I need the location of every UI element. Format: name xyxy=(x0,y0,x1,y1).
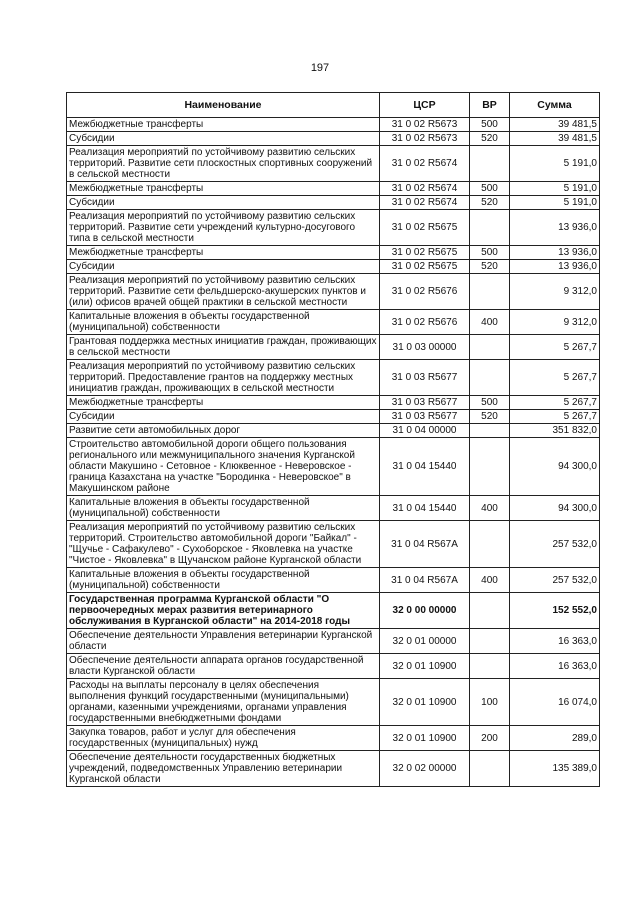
row-vr-cell: 520 xyxy=(470,260,510,274)
header-csr: ЦСР xyxy=(380,93,470,118)
row-csr-cell: 32 0 00 00000 xyxy=(380,593,470,629)
table-row xyxy=(67,568,600,593)
row-sum-cell: 257 532,0 xyxy=(510,521,600,568)
row-csr-cell: 31 0 04 15440 xyxy=(380,496,470,521)
row-name-cell: Капитальные вложения в объекты государственной (муниципальной) собственности xyxy=(67,568,380,593)
row-csr-cell: 31 0 03 R5677 xyxy=(380,410,470,424)
row-csr-cell: 31 0 04 R567A xyxy=(380,568,470,593)
row-sum-cell: 135 389,0 xyxy=(510,751,600,787)
table-row xyxy=(67,593,600,629)
row-vr-cell xyxy=(470,274,510,310)
table-body xyxy=(67,118,600,787)
row-name-cell: Межбюджетные трансферты xyxy=(67,246,380,260)
table-row xyxy=(67,424,600,438)
row-csr-cell: 31 0 02 R5675 xyxy=(380,210,470,246)
table-row xyxy=(67,438,600,496)
row-vr-cell: 400 xyxy=(470,496,510,521)
table-row xyxy=(67,310,600,335)
row-sum-cell: 9 312,0 xyxy=(510,310,600,335)
row-vr-cell xyxy=(470,146,510,182)
row-name-cell: Субсидии xyxy=(67,410,380,424)
row-sum-cell: 9 312,0 xyxy=(510,274,600,310)
table-row xyxy=(67,210,600,246)
row-vr-cell: 520 xyxy=(470,196,510,210)
row-csr-cell: 31 0 02 R5676 xyxy=(380,310,470,335)
row-name-cell: Строительство автомобильной дороги общего пользования регионального или межмуниципального значения Курганской области Макушино - Сетовное - Клюквенное - Неверовское - граница Казахстана на участке "Бородинка - Неверовское" в Макушинском районе xyxy=(67,438,380,496)
row-sum-cell: 5 191,0 xyxy=(510,146,600,182)
row-vr-cell: 500 xyxy=(470,396,510,410)
table-row xyxy=(67,654,600,679)
row-name-cell: Межбюджетные трансферты xyxy=(67,182,380,196)
row-vr-cell: 500 xyxy=(470,182,510,196)
table-row xyxy=(67,410,600,424)
row-sum-cell: 5 267,7 xyxy=(510,396,600,410)
row-name-cell: Грантовая поддержка местных инициатив граждан, проживающих в сельской местности xyxy=(67,335,380,360)
row-vr-cell xyxy=(470,629,510,654)
row-name-cell: Реализация мероприятий по устойчивому развитию сельских территорий. Развитие сети учреждений культурно-досугового типа в сельской местности xyxy=(67,210,380,246)
row-sum-cell: 5 191,0 xyxy=(510,196,600,210)
row-name-cell: Реализация мероприятий по устойчивому развитию сельских территорий. Строительство автомобильной дороги "Байкал" - "Щучье - Сафакулево" - Сухоборское - Яковлевка на участке "Чистое - Яковлевка" в Щучанском районе Курганской области xyxy=(67,521,380,568)
row-csr-cell: 31 0 02 R5674 xyxy=(380,146,470,182)
row-sum-cell: 5 191,0 xyxy=(510,182,600,196)
table-row xyxy=(67,132,600,146)
row-vr-cell xyxy=(470,424,510,438)
row-vr-cell xyxy=(470,360,510,396)
table-row xyxy=(67,521,600,568)
table-row xyxy=(67,679,600,726)
header-vr: ВР xyxy=(470,93,510,118)
table-row xyxy=(67,726,600,751)
row-sum-cell: 152 552,0 xyxy=(510,593,600,629)
table-row xyxy=(67,118,600,132)
row-vr-cell: 200 xyxy=(470,726,510,751)
row-csr-cell: 31 0 02 R5676 xyxy=(380,274,470,310)
row-csr-cell: 31 0 02 R5675 xyxy=(380,260,470,274)
row-sum-cell: 13 936,0 xyxy=(510,260,600,274)
table-row xyxy=(67,146,600,182)
table-header-row xyxy=(67,93,600,118)
row-csr-cell: 31 0 02 R5673 xyxy=(380,118,470,132)
row-name-cell: Реализация мероприятий по устойчивому развитию сельских территорий. Развитие сети плоскостных спортивных сооружений в сельской местности xyxy=(67,146,380,182)
row-name-cell: Государственная программа Курганской области "О первоочередных мерах развития ветеринарного обслуживания в Курганской области" на 2014-2018 годы xyxy=(67,593,380,629)
row-csr-cell: 32 0 01 00000 xyxy=(380,629,470,654)
row-name-cell: Расходы на выплаты персоналу в целях обеспечения выполнения функций государственными (муниципальными) органами, казенными учреждениями, органами управления государственными внебюджетными фондами xyxy=(67,679,380,726)
table-row xyxy=(67,496,600,521)
row-sum-cell: 16 074,0 xyxy=(510,679,600,726)
table-row xyxy=(67,335,600,360)
row-sum-cell: 289,0 xyxy=(510,726,600,751)
row-sum-cell: 5 267,7 xyxy=(510,410,600,424)
row-vr-cell xyxy=(470,521,510,568)
table-row xyxy=(67,629,600,654)
row-vr-cell: 100 xyxy=(470,679,510,726)
table-row xyxy=(67,246,600,260)
row-csr-cell: 31 0 02 R5675 xyxy=(380,246,470,260)
row-csr-cell: 32 0 02 00000 xyxy=(380,751,470,787)
table-row xyxy=(67,182,600,196)
row-sum-cell: 16 363,0 xyxy=(510,629,600,654)
row-csr-cell: 32 0 01 10900 xyxy=(380,726,470,751)
row-sum-cell: 257 532,0 xyxy=(510,568,600,593)
row-csr-cell: 32 0 01 10900 xyxy=(380,654,470,679)
row-csr-cell: 31 0 03 R5677 xyxy=(380,396,470,410)
row-sum-cell: 5 267,7 xyxy=(510,360,600,396)
row-name-cell: Реализация мероприятий по устойчивому развитию сельских территорий. Предоставление грантов на поддержку местных инициатив граждан, проживающих в сельской местности xyxy=(67,360,380,396)
row-name-cell: Субсидии xyxy=(67,196,380,210)
row-vr-cell: 520 xyxy=(470,410,510,424)
row-name-cell: Капитальные вложения в объекты государственной (муниципальной) собственности xyxy=(67,310,380,335)
row-vr-cell: 500 xyxy=(470,246,510,260)
row-name-cell: Закупка товаров, работ и услуг для обеспечения государственных (муниципальных) нужд xyxy=(67,726,380,751)
header-name: Наименование xyxy=(67,93,380,118)
table-row xyxy=(67,274,600,310)
table-row xyxy=(67,260,600,274)
row-vr-cell xyxy=(470,335,510,360)
row-sum-cell: 351 832,0 xyxy=(510,424,600,438)
row-sum-cell: 94 300,0 xyxy=(510,496,600,521)
budget-table xyxy=(66,92,600,787)
row-name-cell: Развитие сети автомобильных дорог xyxy=(67,424,380,438)
table-row xyxy=(67,751,600,787)
table-row xyxy=(67,396,600,410)
row-sum-cell: 94 300,0 xyxy=(510,438,600,496)
row-csr-cell: 31 0 04 00000 xyxy=(380,424,470,438)
row-name-cell: Субсидии xyxy=(67,132,380,146)
table-row xyxy=(67,196,600,210)
page-number: 197 xyxy=(310,62,330,74)
row-csr-cell: 31 0 02 R5673 xyxy=(380,132,470,146)
row-vr-cell: 400 xyxy=(470,310,510,335)
row-csr-cell: 31 0 02 R5674 xyxy=(380,182,470,196)
row-vr-cell xyxy=(470,654,510,679)
row-csr-cell: 31 0 04 R567A xyxy=(380,521,470,568)
row-sum-cell: 16 363,0 xyxy=(510,654,600,679)
row-csr-cell: 31 0 04 15440 xyxy=(380,438,470,496)
row-sum-cell: 13 936,0 xyxy=(510,210,600,246)
row-name-cell: Обеспечение деятельности государственных бюджетных учреждений, подведомственных Управлению ветеринарии Курганской области xyxy=(67,751,380,787)
row-csr-cell: 32 0 01 10900 xyxy=(380,679,470,726)
row-sum-cell: 13 936,0 xyxy=(510,246,600,260)
row-csr-cell: 31 0 03 00000 xyxy=(380,335,470,360)
row-csr-cell: 31 0 02 R5674 xyxy=(380,196,470,210)
row-vr-cell: 400 xyxy=(470,568,510,593)
row-sum-cell: 39 481,5 xyxy=(510,118,600,132)
row-vr-cell xyxy=(470,438,510,496)
row-sum-cell: 39 481,5 xyxy=(510,132,600,146)
header-sum: Сумма xyxy=(510,93,600,118)
row-vr-cell xyxy=(470,751,510,787)
row-name-cell: Субсидии xyxy=(67,260,380,274)
row-csr-cell: 31 0 03 R5677 xyxy=(380,360,470,396)
row-name-cell: Межбюджетные трансферты xyxy=(67,118,380,132)
row-name-cell: Реализация мероприятий по устойчивому развитию сельских территорий. Развитие сети фельдшерско-акушерских пунктов и (или) офисов врачей общей практики в сельской местности xyxy=(67,274,380,310)
row-vr-cell xyxy=(470,593,510,629)
row-name-cell: Обеспечение деятельности Управления ветеринарии Курганской области xyxy=(67,629,380,654)
row-name-cell: Капитальные вложения в объекты государственной (муниципальной) собственности xyxy=(67,496,380,521)
row-sum-cell: 5 267,7 xyxy=(510,335,600,360)
row-name-cell: Обеспечение деятельности аппарата органов государственной власти Курганской области xyxy=(67,654,380,679)
row-vr-cell: 520 xyxy=(470,132,510,146)
row-name-cell: Межбюджетные трансферты xyxy=(67,396,380,410)
row-vr-cell: 500 xyxy=(470,118,510,132)
row-vr-cell xyxy=(470,210,510,246)
table-row xyxy=(67,360,600,396)
